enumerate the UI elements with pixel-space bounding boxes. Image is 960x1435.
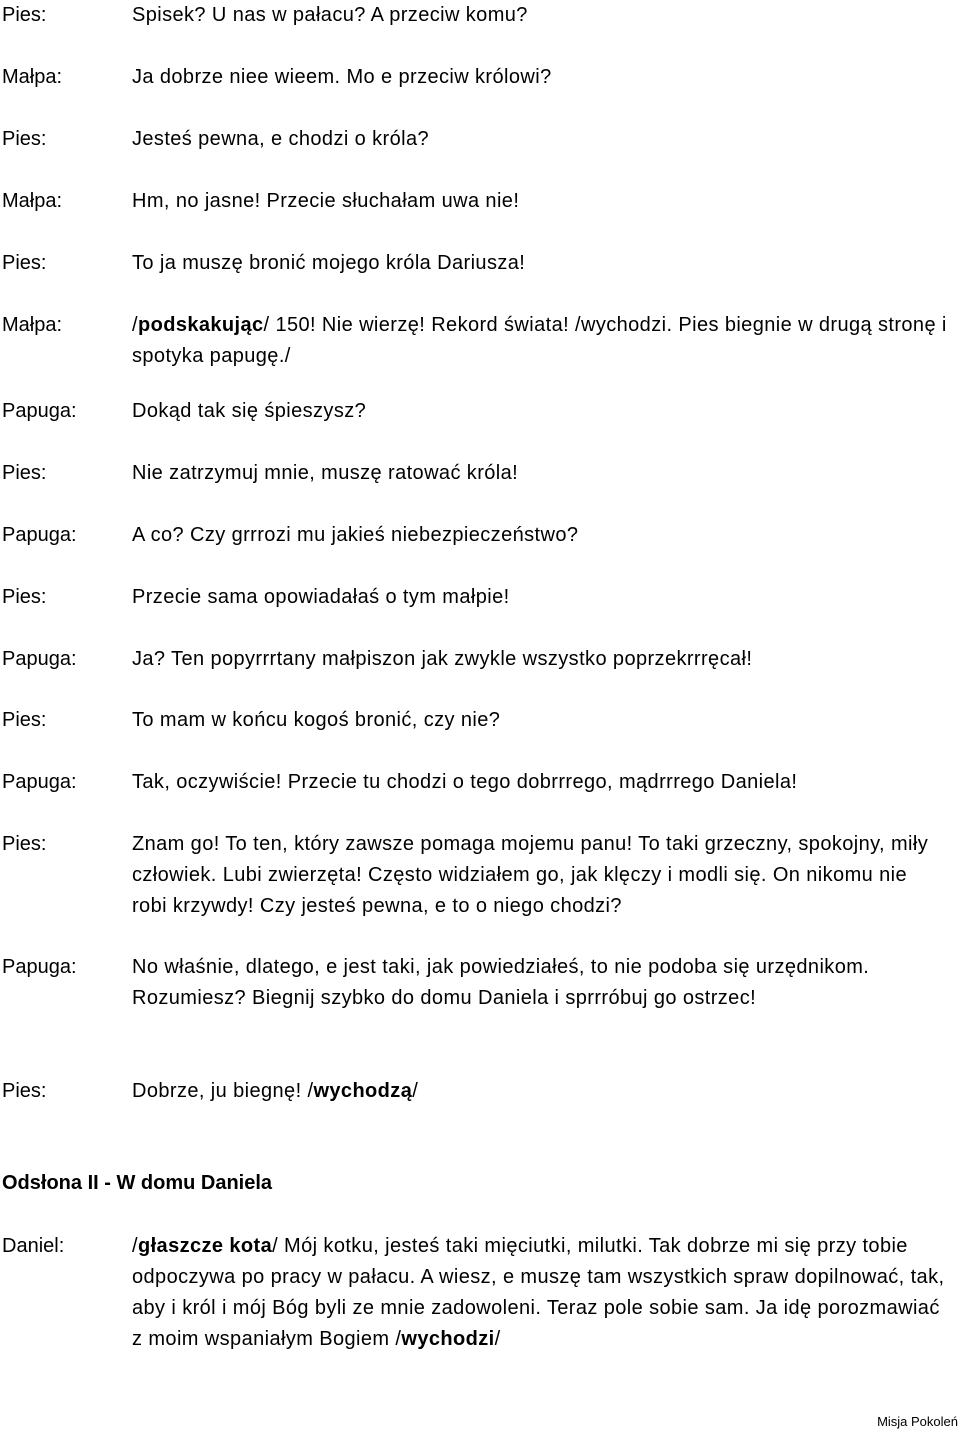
speech-text <box>132 1076 947 1107</box>
speech-text: Hm, no jasne! Przecie słuchałam uwa nie! <box>132 190 520 212</box>
dialogue-line <box>0 458 960 520</box>
speaker-label: Papuga: <box>2 648 77 670</box>
stage-direction-rest: / 150! Nie wierzę! Rekord świata! /wychodzi. Pies biegnie w drugą stronę i spotyka papugę./ <box>132 314 947 367</box>
speech-text: Jesteś pewna, e chodzi o króla? <box>132 128 430 150</box>
speech-text: Tak, oczywiście! Przecie tu chodzi o tego dobrrrego, mądrrrego Daniela! <box>132 771 798 793</box>
dialogue-line <box>0 1231 960 1350</box>
speaker-label: Pies: <box>2 586 47 608</box>
dialogue-line <box>0 396 960 458</box>
stage-direction-close: / <box>494 1328 501 1350</box>
dialogue-line <box>0 1076 960 1138</box>
dialogue-line <box>0 62 960 124</box>
speaker-label: Małpa: <box>2 190 63 212</box>
speech-text: Ja? Ten popyrrrtany małpiszon jak zwykle wszystko poprzekrrręcał! <box>132 648 753 670</box>
speech-body: / Mój kotku, jesteś taki mięciutki, milutki. Tak dobrze mi się przy tobie odpoczywa po pracy w pałacu. A wiesz, e muszę tam wszystkich spraw dopilnować, tak, aby i król i mój Bóg byli ze mnie zadowoleni. Teraz pole sobie sam. Ja idę porozmawiać z moim wspaniałym Bogiem / <box>132 1235 945 1350</box>
dialogue-line <box>0 829 960 917</box>
stage-direction-bold: wychodzą <box>313 1080 413 1102</box>
speaker-label: Małpa: <box>2 314 63 336</box>
speaker-label: Pies: <box>2 252 47 274</box>
speaker-label: Papuga: <box>2 956 77 978</box>
footer-text: Misja Pokoleń <box>877 1414 958 1429</box>
speech-text: Znam go! To ten, który zawsze pomaga mojemu panu! To taki grzeczny, spokojny, miły człowiek. Lubi zwierzęta! Często widziałem go, jak klęczy i modli się. On nikomu nie robi krzywdy! Czy jesteś pewna, e to o niego chodzi? <box>132 833 929 917</box>
speaker-label: Pies: <box>2 4 47 26</box>
speaker-label: Papuga: <box>2 771 77 793</box>
speech-text: Przecie sama opowiadałaś o tym małpie! <box>132 586 510 608</box>
speech-text: A co? Czy grrrozi mu jakieś niebezpieczeństwo? <box>132 524 579 546</box>
stage-direction-bold: podskakując <box>137 314 264 336</box>
speech-text <box>132 310 947 372</box>
dialogue-line <box>0 520 960 582</box>
speech-open: Dobrze, ju biegnę! / <box>132 1080 314 1102</box>
stage-direction-open: / <box>132 1235 138 1257</box>
speech-text: To mam w końcu kogoś bronić, czy nie? <box>132 709 501 731</box>
dialogue-line <box>0 952 960 1014</box>
speaker-label: Małpa: <box>2 66 63 88</box>
speaker-label: Pies: <box>2 128 47 150</box>
speaker-label: Pies: <box>2 462 47 484</box>
speech-text: Spisek? U nas w pałacu? A przeciw komu? <box>132 4 528 26</box>
speech-text: Nie zatrzymuj mnie, muszę ratować króla! <box>132 462 519 484</box>
scene-title: Odsłona II - W domu Daniela <box>2 1172 273 1194</box>
speaker-label: Papuga: <box>2 400 77 422</box>
stage-direction-open: / <box>132 314 138 336</box>
dialogue-line <box>0 705 960 767</box>
dialogue-line <box>0 248 960 310</box>
speaker-label: Pies: <box>2 709 47 731</box>
stage-direction-bold-2: wychodzi <box>401 1328 495 1350</box>
dialogue-line <box>0 310 960 372</box>
dialogue-line <box>0 124 960 186</box>
speech-text: To ja muszę bronić mojego króla Dariusza! <box>132 252 526 274</box>
dialogue-line <box>0 767 960 829</box>
stage-direction-bold: głaszcze kota <box>137 1235 273 1257</box>
speaker-label: Papuga: <box>2 524 77 546</box>
speech-text: Ja dobrze niee wieem. Mo e przeciw królowi? <box>132 66 552 88</box>
speech-text <box>132 1231 947 1355</box>
dialogue-line <box>0 0 960 62</box>
dialogue-line <box>0 186 960 248</box>
stage-direction-close: / <box>412 1080 419 1102</box>
speech-text: No właśnie, dlatego, e jest taki, jak powiedziałeś, to nie podoba się urzędnikom. Rozumiesz? Biegnij szybko do domu Daniela i sprrróbuj go ostrzec! <box>132 956 870 1009</box>
dialogue-line <box>0 582 960 644</box>
speaker-label: Pies: <box>2 1080 47 1102</box>
speaker-label: Pies: <box>2 833 47 855</box>
dialogue-line <box>0 644 960 706</box>
speaker-label: Daniel: <box>2 1235 65 1257</box>
speech-text: Dokąd tak się śpieszysz? <box>132 400 367 422</box>
